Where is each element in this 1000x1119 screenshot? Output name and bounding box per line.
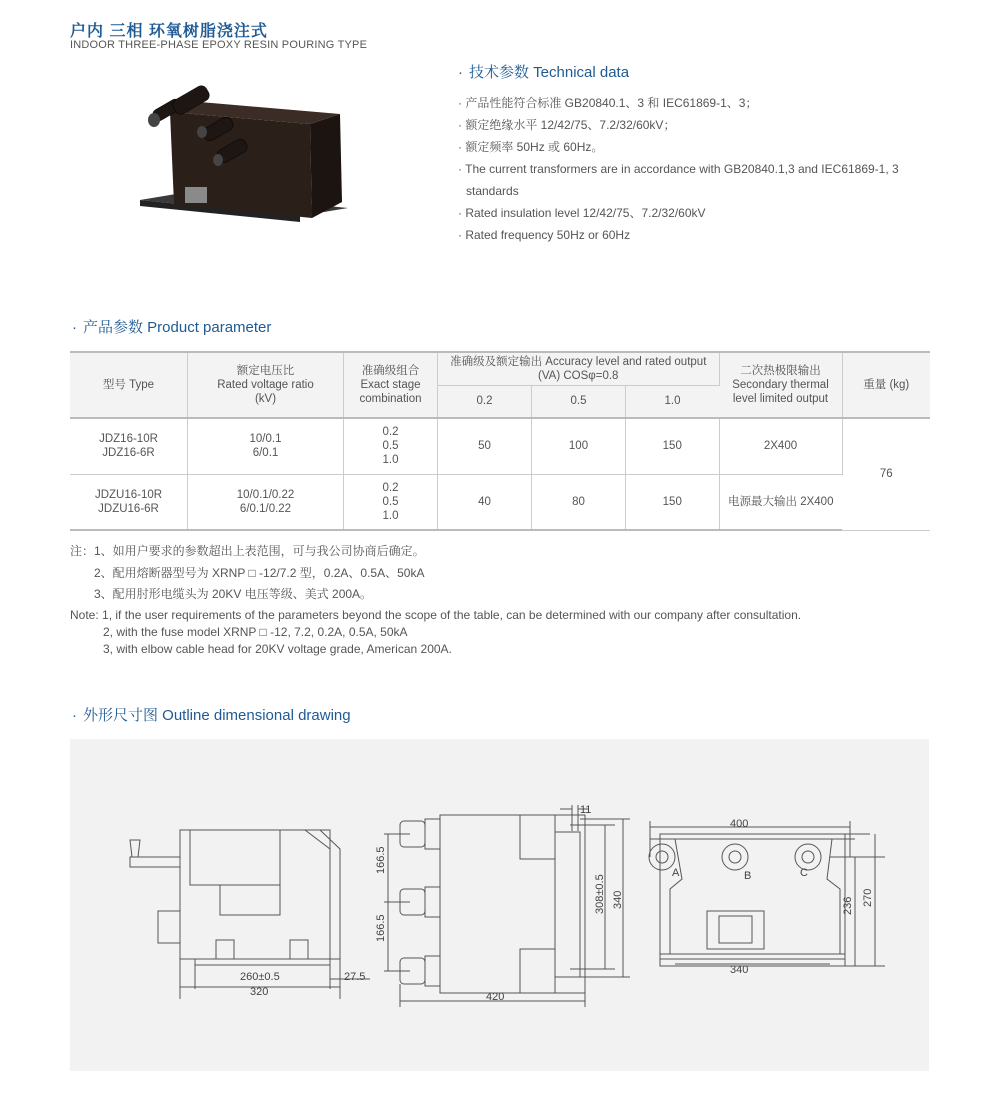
dim-label: 236 [842,896,854,915]
dim-label: 11 [580,804,592,816]
technical-item: · The current transformers are in accordance with GB20840.1,3 and IEC61869-1, 3 [458,162,899,176]
th-type: 型号 Type [70,352,188,418]
outline-heading: · 外形尺寸图 Outline dimensional drawing [72,707,351,724]
product-parameter-table [70,351,930,531]
dim-label: 260±0.5 [240,971,280,983]
technical-heading: · 技术参数 Technical data [458,64,630,81]
table-row [70,418,930,474]
point-label-b: B [744,870,752,882]
th-acc-col: 0.5 [532,385,626,418]
technical-list [458,92,928,246]
dim-label: 166.5 [375,914,387,942]
cell-ratio: 10/0.1/0.22 6/0.1/0.22 [188,474,344,530]
cell-secondary: 电源最大输出 2X400 [719,474,842,530]
notes [70,541,801,657]
technical-item-continued: standards [466,184,519,198]
cell-output: 80 [532,474,626,530]
cell-stage: 0.2 0.5 1.0 [344,474,438,530]
th-acc-col: 1.0 [626,385,720,418]
note-en: 3, with elbow cable head for 20KV voltage grade, American 200A. [103,641,452,656]
th-acc-col: 0.2 [438,385,532,418]
dim-label: 420 [486,991,505,1003]
page-title-en: INDOOR THREE-PHASE EPOXY RESIN POURING TYPE [70,39,368,51]
dim-label: 270 [862,888,874,907]
point-label-a: A [672,867,680,879]
note-cn: 3、配用肘形电缆头为 20KV 电压等级、美式 200A。 [94,587,373,601]
th-accuracy: 准确级及额定输出 Accuracy level and rated output (VA) COSφ=0.8 [438,352,720,385]
product-heading: · 产品参数 Product parameter [72,319,272,336]
outline-drawing-panel [70,739,929,1071]
top-view-right [649,821,885,966]
cell-output: 40 [438,474,532,530]
cell-output: 150 [626,474,720,530]
technical-item: · Rated insulation level 12/42/75、7.2/32/60kV [458,206,706,220]
cell-weight: 76 [842,418,930,530]
page-title-cn: 户内 三相 环氧树脂浇注式 [70,23,268,40]
note-en: Note: 1, if the user requirements of the parameters beyond the scope of the table, can be determined with our company after consultation. [70,607,802,622]
dim-label: 320 [250,986,269,998]
cell-secondary: 2X400 [719,418,842,474]
table-row [70,474,930,530]
point-label-c: C [800,867,808,879]
dim-label: 27.5 [344,971,366,983]
outline-drawing [70,739,929,1071]
cell-output: 50 [438,418,532,474]
dim-label: 340 [612,890,624,909]
th-weight: 重量 (kg) [842,352,930,418]
note-cn: 2、配用熔断器型号为 XRNP □ -12/7.2 型，0.2A、0.5A、50kA [94,565,425,580]
th-secondary: 二次热极限输出 Secondary thermal level limited output [719,352,842,418]
cell-type: JDZU16-10R JDZU16-6R [70,474,188,530]
technical-item: · 额定绝缘水平 12/42/75、7.2/32/60kV； [458,118,676,132]
th-ratio: 额定电压比 Rated voltage ratio (kV) [188,352,344,418]
technical-item: · Rated frequency 50Hz or 60Hz [458,228,631,242]
cell-output: 150 [626,418,720,474]
cell-output: 100 [532,418,626,474]
technical-item: · 产品性能符合标准 GB20840.1、3 和 IEC61869-1、3； [458,96,758,110]
dim-label: 400 [730,818,749,830]
cell-type: JDZ16-10R JDZ16-6R [70,418,188,474]
note-cn: 注：1、如用户要求的参数超出上表范围，可与我公司协商后确定。 [70,544,425,558]
technical-item: · 额定频率 50Hz 或 60Hz。 [458,140,604,154]
dim-label: 166.5 [375,846,387,874]
product-photo [130,82,360,262]
dim-label: 308±0.5 [594,874,606,914]
dim-label: 340 [730,964,749,976]
cell-ratio: 10/0.1 6/0.1 [188,418,344,474]
th-stage: 准确级组合 Exact stage combination [344,352,438,418]
cell-stage: 0.2 0.5 1.0 [344,418,438,474]
note-en: 2, with the fuse model XRNP □ -12, 7.2, 0.2A, 0.5A, 50kA [103,624,408,639]
